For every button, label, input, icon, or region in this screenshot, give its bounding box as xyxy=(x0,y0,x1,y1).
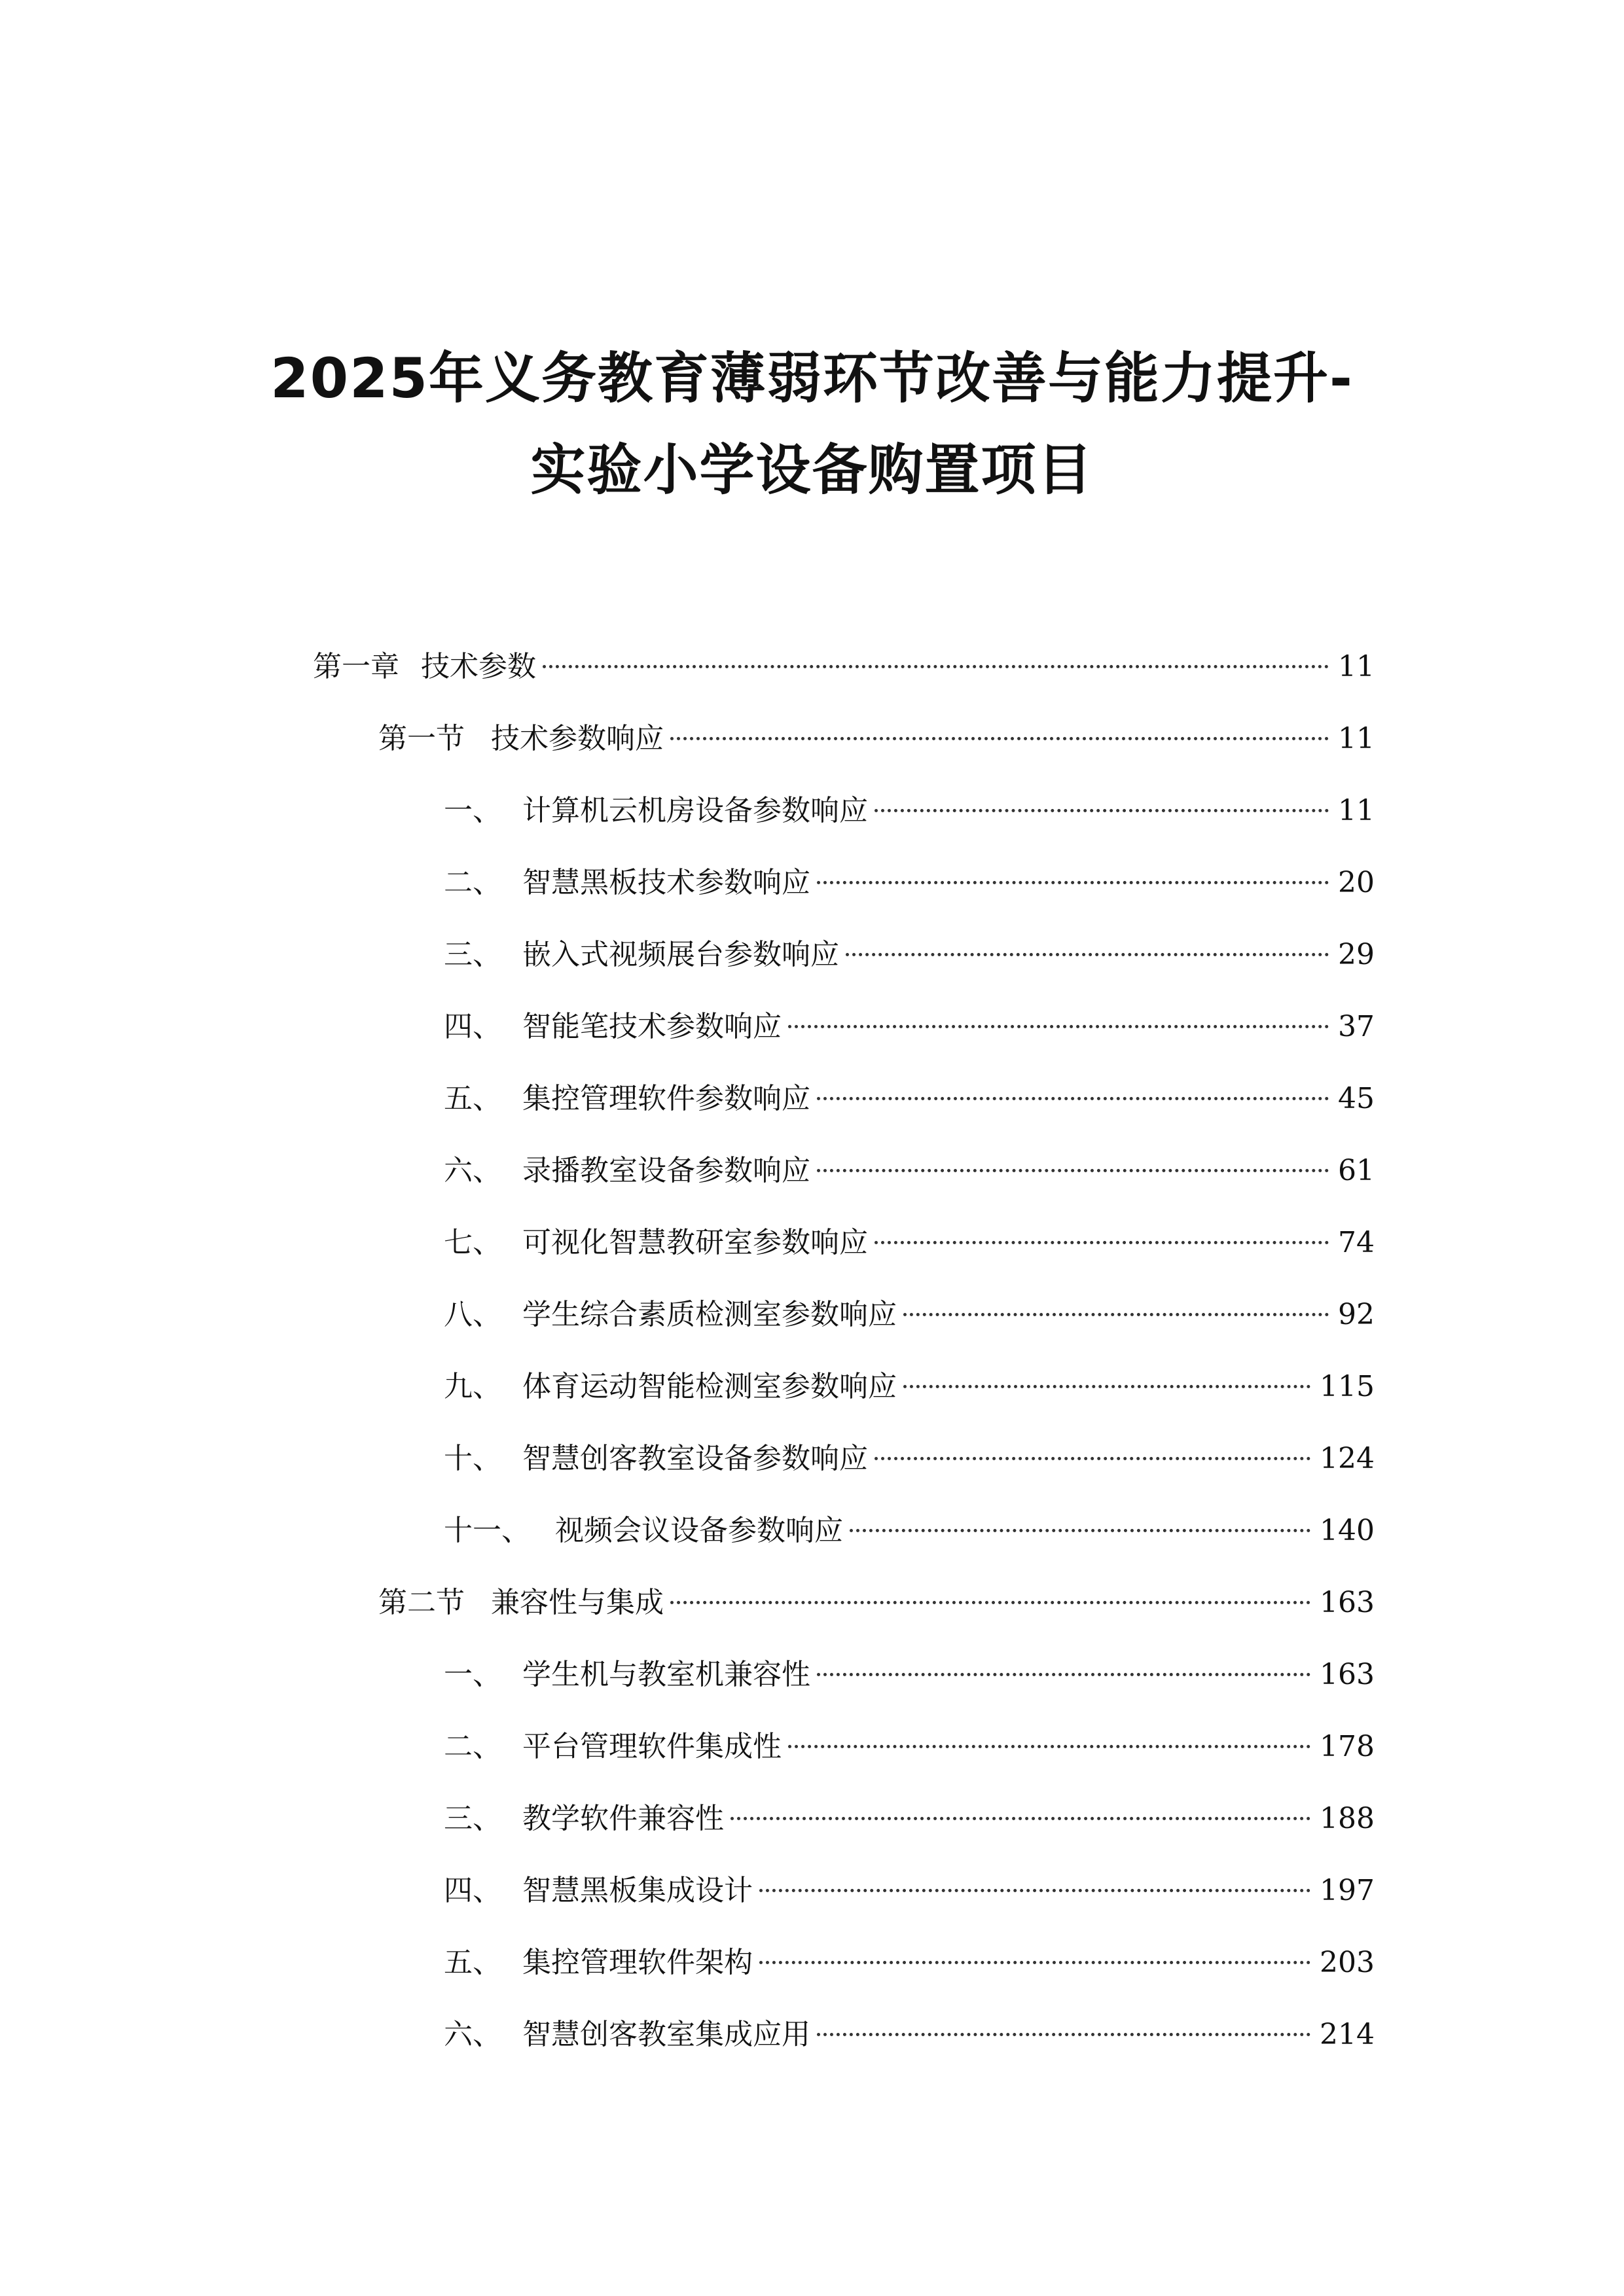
toc-leader-dots xyxy=(759,1889,1310,1892)
toc-leader-dots xyxy=(817,1673,1310,1676)
toc-entry-page: 61 xyxy=(1338,1154,1375,1187)
toc-entry[interactable] xyxy=(444,1796,1375,1842)
toc-entry[interactable] xyxy=(444,1940,1375,1986)
toc-entry[interactable] xyxy=(444,1004,1375,1050)
toc-entry-title: 智能笔技术参数响应 xyxy=(522,1010,782,1043)
toc-entry-page: 11 xyxy=(1338,794,1375,827)
toc-entry-page: 178 xyxy=(1320,1730,1375,1763)
toc-entry-title: 可视化智慧教研室参数响应 xyxy=(522,1226,868,1259)
toc-entry-number: 二、 xyxy=(444,866,501,899)
toc-entry[interactable] xyxy=(444,932,1375,978)
toc-leader-dots xyxy=(817,1097,1329,1100)
toc-entry-page: 140 xyxy=(1320,1514,1375,1547)
toc-entry-page: 163 xyxy=(1320,1586,1375,1619)
toc-entry-page: 74 xyxy=(1338,1226,1375,1259)
toc-entry-title: 学生机与教室机兼容性 xyxy=(522,1658,810,1691)
toc-entry[interactable] xyxy=(444,788,1375,834)
toc-entry-page: 11 xyxy=(1338,650,1375,683)
toc-entry-title: 教学软件兼容性 xyxy=(522,1802,724,1835)
toc-entry-number: 八、 xyxy=(444,1298,501,1331)
toc-entry-number: 十、 xyxy=(444,1442,501,1475)
toc-entry-number: 五、 xyxy=(444,1082,501,1115)
toc-leader-dots xyxy=(875,809,1329,812)
toc-entry-title: 智慧黑板技术参数响应 xyxy=(522,866,810,899)
toc-leader-dots xyxy=(903,1313,1329,1316)
toc-leader-dots xyxy=(875,1457,1310,1460)
toc-leader-dots xyxy=(788,1745,1310,1748)
toc-entry-number: 四、 xyxy=(444,1010,501,1043)
toc-entry[interactable] xyxy=(444,1868,1375,1914)
toc-entry[interactable] xyxy=(378,1580,1375,1626)
toc-leader-dots xyxy=(670,737,1329,740)
toc-entry-title: 兼容性与集成 xyxy=(491,1586,664,1619)
toc-entry[interactable] xyxy=(444,1436,1375,1482)
toc-entry-title: 录播教室设备参数响应 xyxy=(522,1154,810,1187)
toc-entry-title: 智慧创客教室设备参数响应 xyxy=(522,1442,868,1475)
toc-entry-title: 视频会议设备参数响应 xyxy=(555,1514,843,1547)
toc-entry-page: 197 xyxy=(1320,1874,1375,1907)
toc-entry[interactable] xyxy=(444,1364,1375,1410)
toc-leader-dots xyxy=(817,881,1329,884)
toc-entry[interactable] xyxy=(444,1076,1375,1122)
toc-entry-number: 五、 xyxy=(444,1946,501,1979)
toc-leader-dots xyxy=(903,1385,1310,1388)
toc-entry-page: 214 xyxy=(1320,2018,1375,2051)
toc-entry-page: 11 xyxy=(1338,722,1375,755)
toc-entry-page: 124 xyxy=(1320,1442,1375,1475)
toc-entry-title: 学生综合素质检测室参数响应 xyxy=(522,1298,897,1331)
toc-leader-dots xyxy=(817,1169,1329,1172)
toc-entry-number: 九、 xyxy=(444,1370,501,1403)
toc-entry[interactable] xyxy=(444,1508,1375,1554)
toc-entry-number: 第一节 xyxy=(378,722,465,755)
toc-entry-number: 六、 xyxy=(444,2018,501,2051)
toc-entry-title: 计算机云机房设备参数响应 xyxy=(522,794,868,827)
toc-entry-page: 188 xyxy=(1320,1802,1375,1835)
toc-entry[interactable] xyxy=(313,644,1375,690)
toc-entry-title: 体育运动智能检测室参数响应 xyxy=(522,1370,897,1403)
toc-entry-page: 203 xyxy=(1320,1946,1375,1979)
toc-entry-number: 四、 xyxy=(444,1874,501,1907)
toc-entry-title: 智慧黑板集成设计 xyxy=(522,1874,753,1907)
toc-entry-number: 第二节 xyxy=(378,1586,465,1619)
toc-entry-number: 一、 xyxy=(444,794,501,827)
toc-entry-title: 嵌入式视频展台参数响应 xyxy=(522,938,839,971)
toc-entry-page: 163 xyxy=(1320,1658,1375,1691)
toc-entry-title: 平台管理软件集成性 xyxy=(522,1730,782,1763)
toc-entry-number: 六、 xyxy=(444,1154,501,1187)
toc-entry-number: 一、 xyxy=(444,1658,501,1691)
toc-entry-number: 第一章 xyxy=(313,650,399,683)
toc-entry[interactable] xyxy=(444,1220,1375,1266)
toc-entry[interactable] xyxy=(444,1148,1375,1194)
toc-entry-title: 技术参数 xyxy=(421,650,536,683)
toc-entry[interactable] xyxy=(444,1652,1375,1698)
toc-entry[interactable] xyxy=(444,1292,1375,1338)
toc-entry-title: 智慧创客教室集成应用 xyxy=(522,2018,810,2051)
toc-leader-dots xyxy=(817,2033,1310,2036)
toc-leader-dots xyxy=(788,1025,1329,1028)
toc-entry-number: 二、 xyxy=(444,1730,501,1763)
toc-entry[interactable] xyxy=(444,1724,1375,1770)
toc-entry-number: 三、 xyxy=(444,938,501,971)
toc-leader-dots xyxy=(875,1241,1329,1244)
toc-entry-page: 92 xyxy=(1338,1298,1375,1331)
toc-entry-page: 115 xyxy=(1320,1370,1375,1403)
toc-entry-number: 十一、 xyxy=(444,1514,530,1547)
toc-leader-dots xyxy=(731,1817,1310,1820)
toc-entry-title: 集控管理软件架构 xyxy=(522,1946,753,1979)
toc-entry-page: 37 xyxy=(1338,1010,1375,1043)
toc-entry[interactable] xyxy=(444,2012,1375,2058)
toc-leader-dots xyxy=(846,953,1329,956)
document-title-line-2: 实验小学设备购置项目 xyxy=(530,438,1094,502)
toc-entry-number: 三、 xyxy=(444,1802,501,1835)
toc-entry[interactable] xyxy=(378,716,1375,762)
toc-entry-title: 集控管理软件参数响应 xyxy=(522,1082,810,1115)
toc-entry-page: 29 xyxy=(1338,938,1375,971)
toc-entry-number: 七、 xyxy=(444,1226,501,1259)
toc-leader-dots xyxy=(850,1529,1310,1532)
toc-leader-dots xyxy=(670,1601,1310,1604)
toc-entry-page: 45 xyxy=(1338,1082,1375,1115)
toc-leader-dots xyxy=(759,1961,1310,1964)
toc-entry[interactable] xyxy=(444,860,1375,906)
document-title-line-1: 2025年义务教育薄弱环节改善与能力提升- xyxy=(270,346,1354,410)
toc-leader-dots xyxy=(543,665,1329,668)
toc-entry-title: 技术参数响应 xyxy=(491,722,664,755)
toc-entry-page: 20 xyxy=(1338,866,1375,899)
